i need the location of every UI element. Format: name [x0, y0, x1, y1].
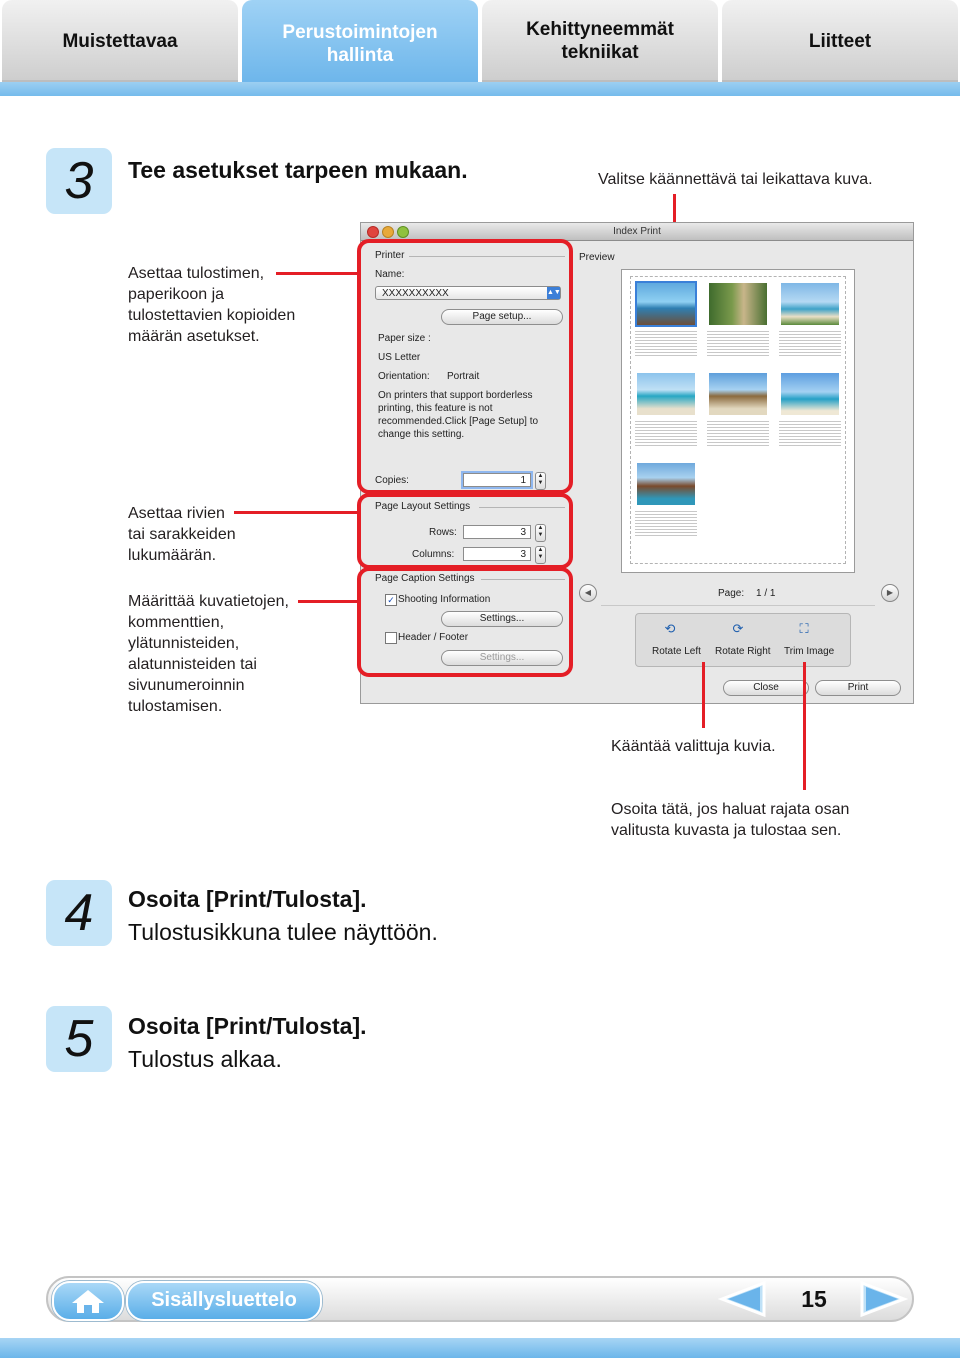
tab-label: Muistettavaa [62, 30, 178, 52]
borderless-note: On printers that support borderless printing, this feature is not recommended.Click [Page Setup] to change this setting. [378, 390, 539, 440]
index-print-dialog [360, 222, 914, 704]
rows-stepper[interactable]: ▲ ▼ [535, 524, 546, 542]
shooting-info-checkbox[interactable]: ✓ [385, 594, 397, 606]
tab-perustoimintojen-hallinta[interactable] [242, 0, 478, 88]
step-4-subtitle: Tulostusikkuna tulee näyttöön. [128, 919, 438, 945]
preview-thumbnail[interactable] [781, 373, 839, 415]
thumbnail-caption [779, 419, 841, 447]
callout-caption-settings: Määrittää kuvatietojen, kommenttien, ylätunnisteiden, alatunnisteiden tai sivunumeroinnin tulostamisen. [128, 593, 289, 715]
shooting-info-settings-button[interactable]: Settings... [441, 611, 563, 627]
step-number-3: 3 [46, 148, 112, 214]
preview-label: Preview [579, 252, 615, 263]
header-footer-settings-button[interactable]: Settings... [441, 650, 563, 666]
callout-line-trim [803, 662, 806, 790]
columns-input[interactable]: 3 [463, 547, 531, 561]
trim-image-label[interactable]: Trim Image [784, 646, 835, 657]
home-button[interactable] [52, 1281, 124, 1321]
step-number-4: 4 [46, 880, 112, 946]
page-label: Page: [718, 588, 745, 599]
zoom-window-icon[interactable] [397, 226, 409, 238]
preview-thumbnail[interactable] [637, 373, 695, 415]
bottom-stripe [0, 1338, 960, 1358]
thumbnail-caption [635, 419, 697, 447]
thumbnail-caption [707, 329, 769, 357]
dialog-title: Index Print [613, 226, 661, 237]
thumbnail-caption [635, 329, 697, 357]
page-setup-button[interactable]: Page setup... [441, 309, 563, 325]
close-button[interactable]: Close [723, 680, 809, 696]
rotate-left-label[interactable]: Rotate Left [652, 646, 701, 657]
columns-label: Columns: [412, 549, 455, 560]
callout-select-image: Valitse käännettävä tai leikattava kuva. [598, 171, 873, 188]
step-5-title: Osoita [Print/Tulosta]. [128, 1013, 367, 1039]
rotate-right-label[interactable]: Rotate Right [715, 646, 771, 657]
thumbnail-caption [779, 329, 841, 357]
preview-pane[interactable] [621, 269, 855, 573]
layout-settings-highlight [357, 493, 573, 569]
paper-size-label: Paper size : [378, 333, 431, 344]
thumbnail-caption [707, 419, 769, 447]
tab-label: Perustoimintojen hallinta [282, 22, 438, 66]
arrow-right-icon[interactable] [856, 1279, 908, 1319]
step-5-subtitle: Tulostus alkaa. [128, 1046, 282, 1072]
shooting-info-label: Shooting Information [398, 594, 491, 605]
rows-label: Rows: [429, 527, 457, 538]
callout-line-layout [234, 511, 358, 514]
paper-size-value: US Letter [378, 352, 421, 363]
thumbnail-caption [635, 509, 697, 537]
tab-kehittyneemmat-tekniikat[interactable] [482, 0, 718, 82]
home-icon [54, 1283, 122, 1319]
tab-muistettavaa[interactable] [2, 0, 238, 82]
copies-input[interactable]: 1 [463, 473, 531, 487]
preview-thumbnail[interactable] [709, 283, 767, 325]
separator [601, 605, 875, 606]
preview-thumbnail[interactable] [709, 373, 767, 415]
tab-label: Kehittyneemmät tekniikat [526, 19, 674, 63]
print-button[interactable]: Print [815, 680, 901, 696]
preview-thumbnail-selected[interactable] [637, 283, 695, 325]
trim-image-icon[interactable]: ⛶ [799, 621, 809, 636]
page-caption-section-label: Page Caption Settings [375, 573, 475, 584]
callout-trim-image: Osoita tätä, jos haluat rajata osan valitusta kuvasta ja tulostaa sen. [611, 801, 850, 839]
printer-name-value: XXXXXXXXXX [382, 288, 449, 299]
arrow-left-icon[interactable] [718, 1279, 770, 1319]
copies-stepper[interactable]: ▲ ▼ [535, 472, 546, 490]
page-value: 1 / 1 [756, 588, 776, 599]
callout-layout-settings: Asettaa rivien tai sarakkeiden lukumäärän. [128, 505, 236, 564]
page-layout-section-label: Page Layout Settings [375, 501, 471, 512]
preview-thumbnail[interactable] [781, 283, 839, 325]
image-tools-group [635, 613, 851, 667]
caption-settings-highlight [357, 567, 573, 677]
orientation-label: Orientation: [378, 371, 430, 382]
printer-section-label: Printer [375, 250, 405, 261]
callout-line-caption [298, 600, 358, 603]
table-of-contents-button[interactable]: Sisällysluettelo [126, 1281, 322, 1321]
callout-line-printer [276, 272, 358, 275]
rotate-right-icon[interactable]: ⟳ [732, 621, 744, 636]
tab-bar-underline [0, 82, 960, 96]
close-window-icon[interactable] [367, 226, 379, 238]
preview-page [630, 276, 846, 564]
preview-previous-page-icon[interactable]: ◀ [579, 584, 597, 602]
name-label: Name: [375, 269, 405, 280]
minimize-window-icon[interactable] [382, 226, 394, 238]
step-4-title: Osoita [Print/Tulosta]. [128, 886, 367, 912]
tab-liitteet[interactable] [722, 0, 958, 82]
copies-label: Copies: [375, 475, 409, 486]
columns-stepper[interactable]: ▲ ▼ [535, 546, 546, 564]
orientation-value: Portrait [447, 371, 480, 382]
callout-printer-settings: Asettaa tulostimen, paperikoon ja tulostettavien kopioiden määrän asetukset. [128, 265, 296, 345]
header-footer-label: Header / Footer [398, 632, 469, 643]
step-3-title: Tee asetukset tarpeen mukaan. [128, 157, 468, 183]
rows-input[interactable]: 3 [463, 525, 531, 539]
printer-settings-highlight [357, 239, 573, 494]
callout-rotate-images: Kääntää valittuja kuvia. [611, 738, 776, 755]
page-number: 15 [801, 1286, 827, 1312]
callout-line-rotate [702, 662, 705, 728]
preview-next-page-icon[interactable]: ▶ [881, 584, 899, 602]
preview-thumbnail[interactable] [637, 463, 695, 505]
step-number-5: 5 [46, 1006, 112, 1072]
tab-label: Liitteet [808, 30, 872, 52]
chevron-updown-icon: ▲▼ [547, 287, 560, 299]
rotate-left-icon[interactable]: ⟲ [664, 621, 676, 636]
